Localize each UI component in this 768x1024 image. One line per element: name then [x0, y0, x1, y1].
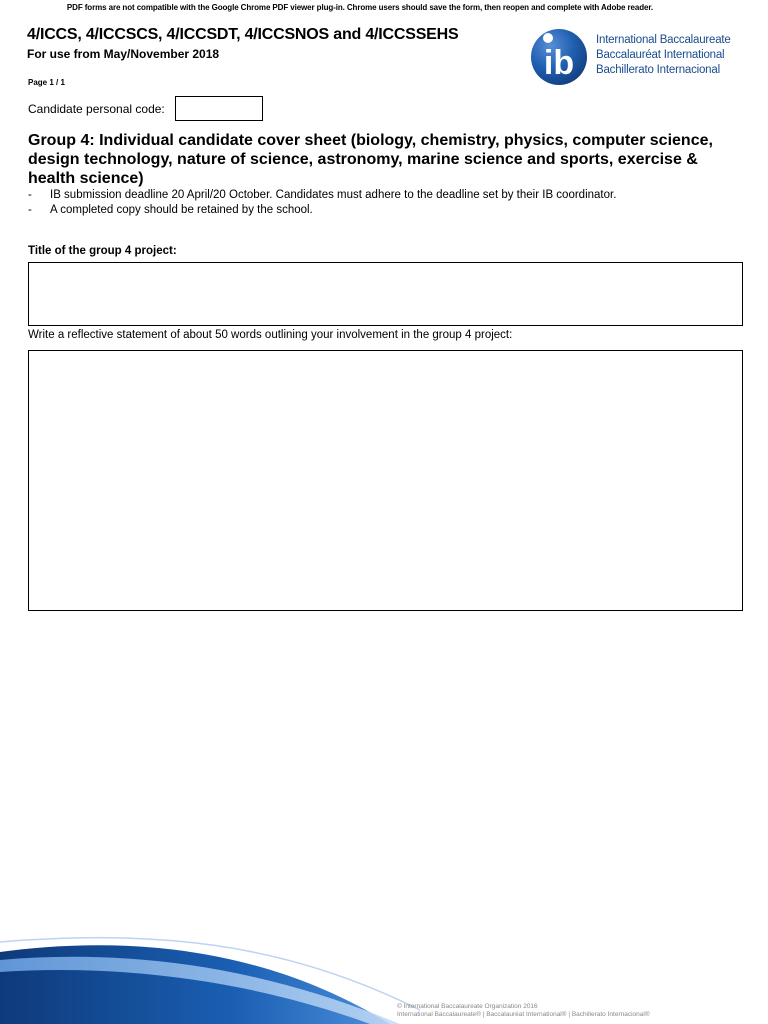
- session-info: For use from May/November 2018: [27, 47, 220, 61]
- note-dash: -: [28, 204, 32, 216]
- candidate-code-label: Candidate personal code:: [28, 102, 165, 116]
- note-item: [28, 203, 616, 218]
- page-number: Page 1 / 1: [28, 78, 65, 87]
- pdf-compatibility-notice: PDF forms are not compatible with the Google Chrome PDF viewer plug-in. Chrome users should save the form, then reopen and complete with Adobe reader.: [66, 3, 654, 12]
- form-heading: Group 4: Individual candidate cover sheet (biology, chemistry, physics, computer science, design technology, nature of science, astronomy, marine science and sports, exercise & health science): [28, 132, 713, 187]
- reflective-statement-label: Write a reflective statement of about 50 words outlining your involvement in the group 4 project:: [28, 329, 513, 341]
- note-text: IB submission deadline 20 April/20 October. Candidates must adhere to the deadline set by their IB coordinator.: [50, 189, 617, 201]
- footer-wave-graphic: [0, 930, 768, 1024]
- ib-logo: [530, 28, 768, 88]
- reflective-statement-field[interactable]: [28, 350, 743, 611]
- note-item: [28, 188, 616, 203]
- note-dash: -: [28, 189, 32, 201]
- footer-copyright: © International Baccalaureate Organization 2016: [397, 1003, 538, 1010]
- logo-line-fr: Baccalauréat International: [596, 49, 725, 61]
- candidate-code-field[interactable]: [175, 96, 263, 121]
- component-codes: 4/ICCS, 4/ICCSCS, 4/ICCSDT, 4/ICCSNOS and 4/ICCSSEHS: [27, 26, 459, 43]
- instruction-notes: [28, 188, 616, 218]
- project-title-label: Title of the group 4 project:: [28, 245, 177, 257]
- note-text: A completed copy should be retained by the school.: [50, 204, 313, 216]
- ib-logo-text: [596, 33, 731, 78]
- project-title-field[interactable]: [28, 262, 743, 326]
- logo-line-en: International Baccalaureate: [596, 34, 731, 46]
- footer-trademarks: International Baccalaureate® | Baccalauréat International® | Bachillerato Internacional®: [397, 1011, 650, 1018]
- ib-logo-mark: [530, 28, 588, 86]
- footer-legal: [397, 1003, 650, 1019]
- logo-line-es: Bachillerato Internacional: [596, 64, 720, 76]
- ib-logo-letters: ib: [543, 44, 575, 82]
